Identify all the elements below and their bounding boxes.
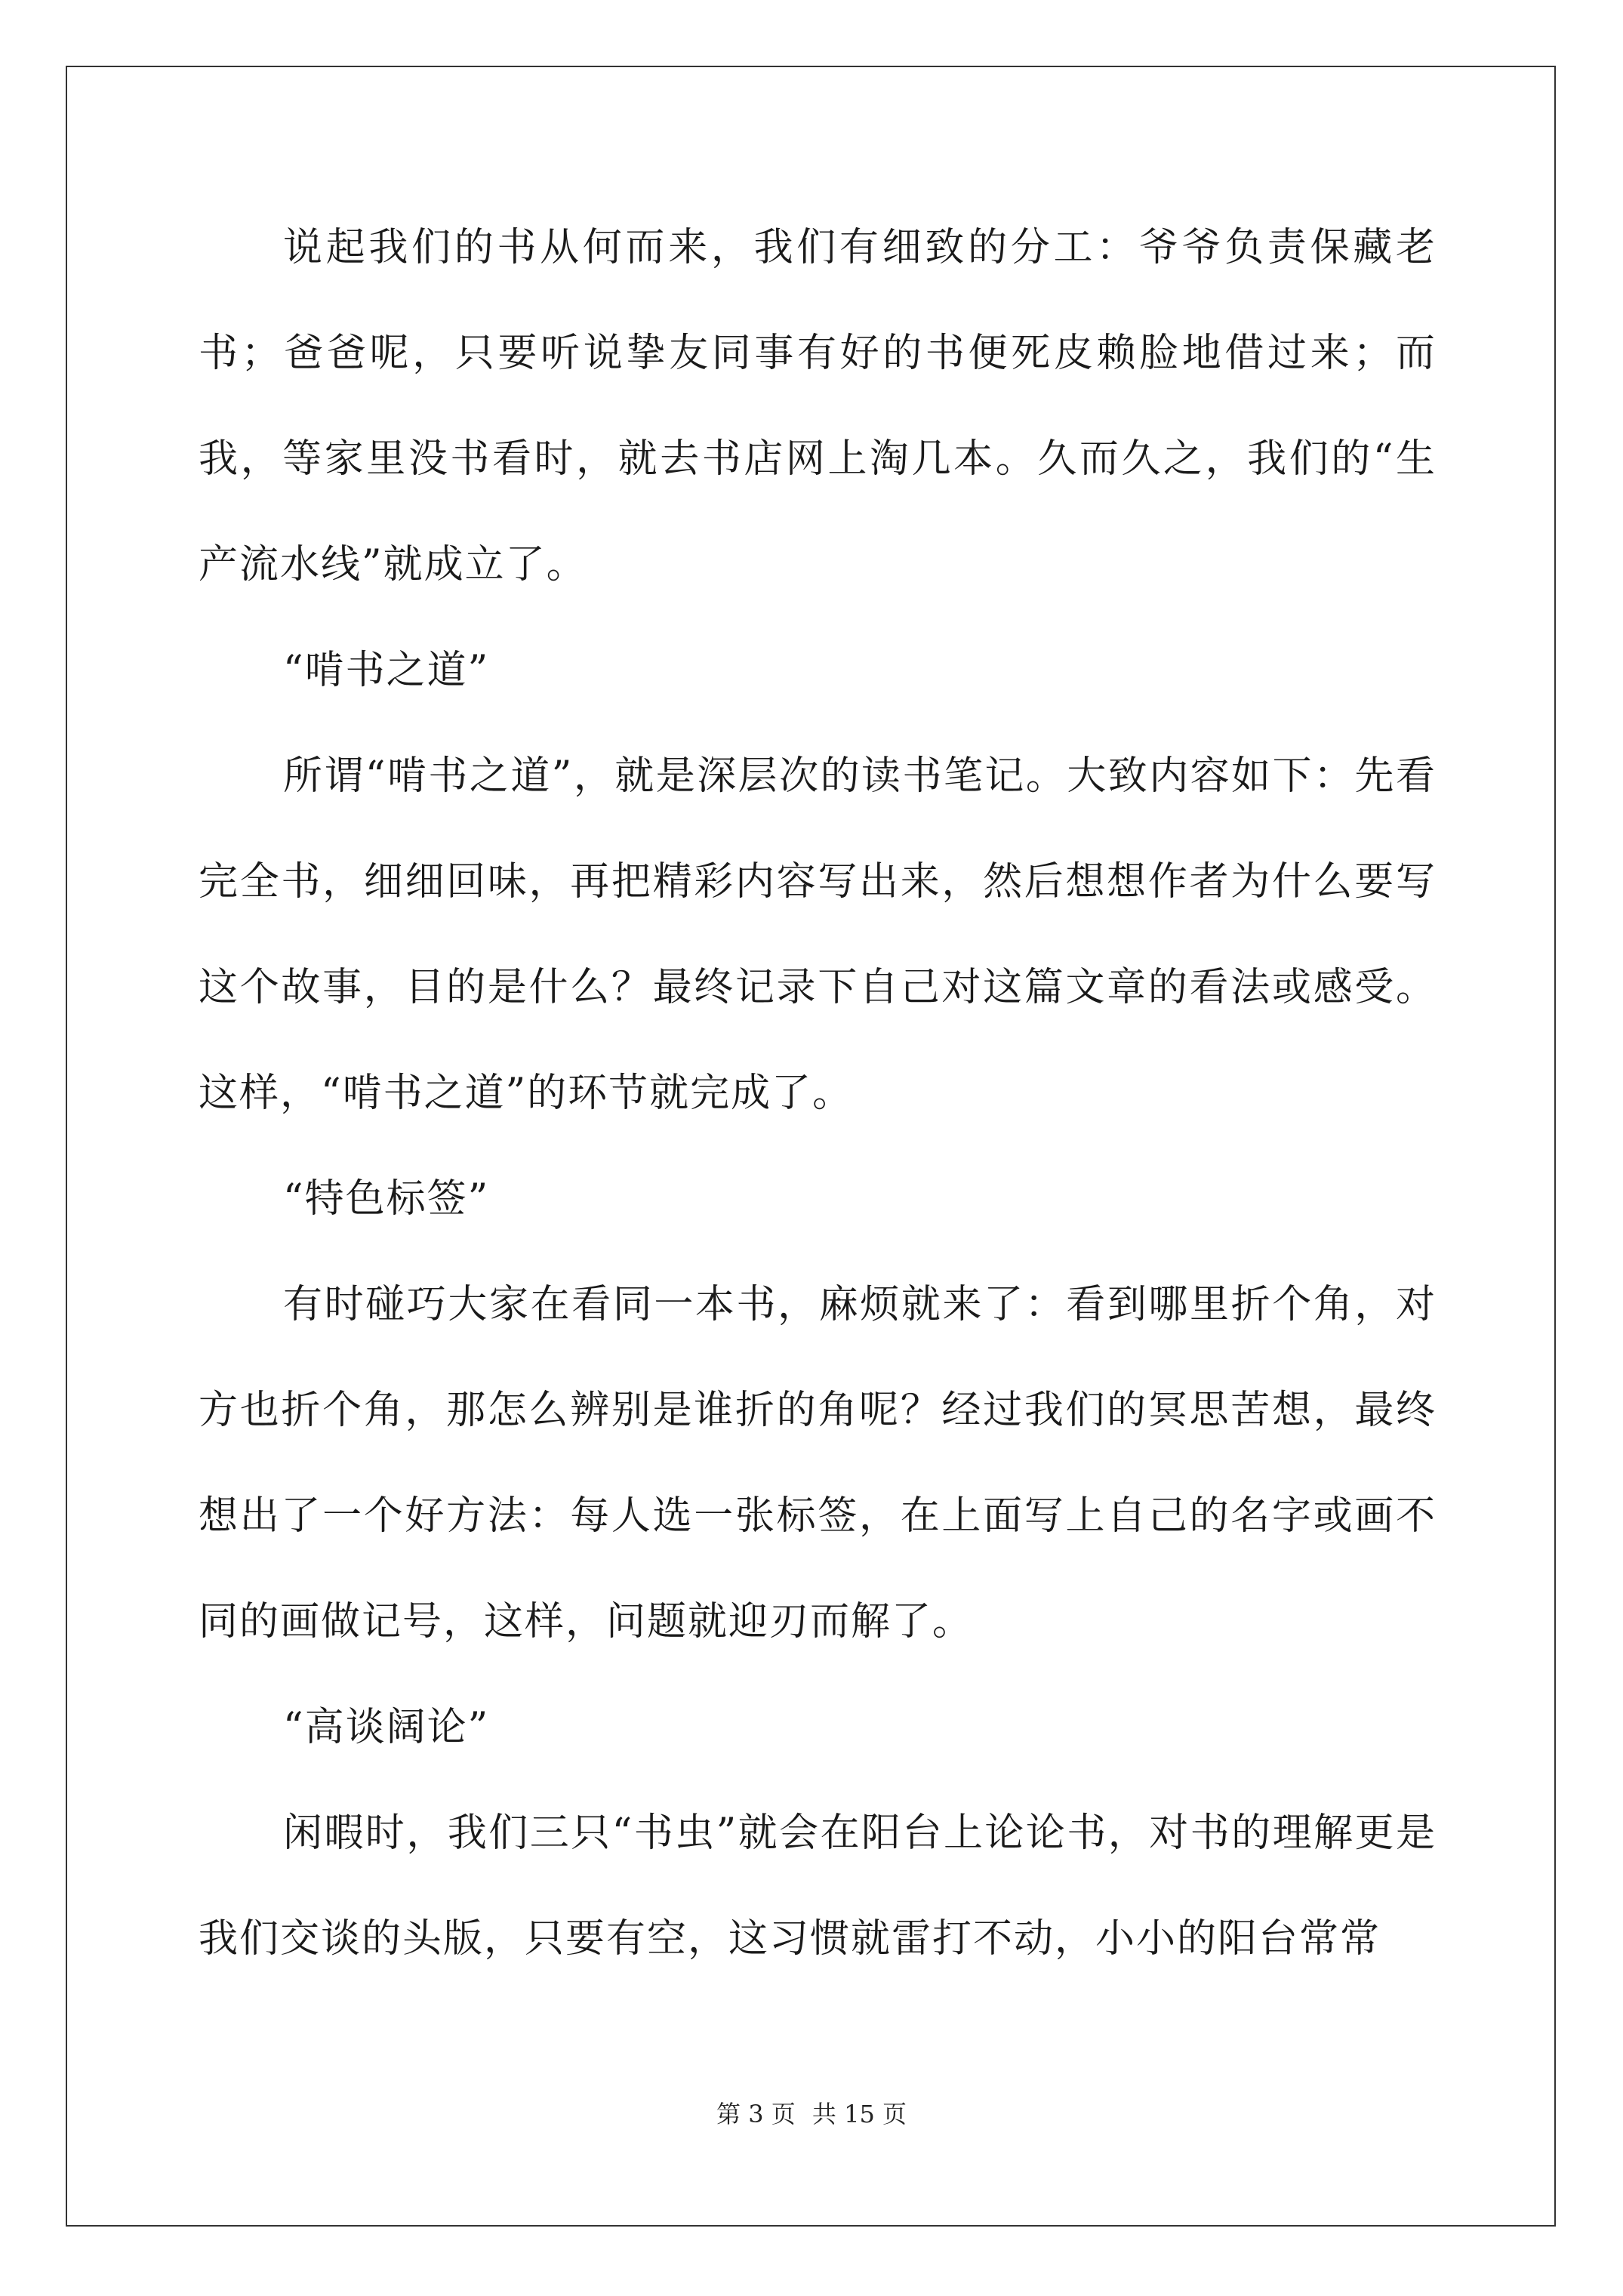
paragraph-labels: 有时碰巧大家在看同一本书，麻烦就来了：看到哪里折个角，对方也折个角，那怎么辨别是谁折的角呢？经过我们的冥思苦想，最终想出了一个好方法：每人选一张标签，在上面写上自己的名字或画不同的画做记号，这样，问题就迎刃而解了。 (199, 1282, 1437, 1644)
page-number: 第 3 页 (716, 2100, 796, 2128)
document-body (199, 195, 1437, 1992)
paragraph-discussion: 闲暇时，我们三只“书虫”就会在阳台上论论书，对书的理解更是我们交谈的头版，只要有空，这习惯就雷打不动，小小的阳台常常 (199, 1811, 1437, 1962)
section-heading-discussion: “高谈阔论” (283, 1705, 490, 1750)
paragraph-sources: 说起我们的书从何而来，我们有细致的分工：爷爷负责保藏老书；爸爸呢，只要听说挚友同事有好的书便死皮赖脸地借过来；而我，等家里没书看时，就去书店网上淘几本。久而久之，我们的“生产流水线”就成立了。 (199, 225, 1437, 587)
page-total: 共 15 页 (812, 2100, 907, 2128)
page-footer (0, 2095, 1623, 2130)
section-heading-kenshu: “啃书之道” (283, 648, 490, 693)
paragraph-kenshu: 所谓“啃书之道”，就是深层次的读书笔记。大致内容如下：先看完全书，细细回味，再把精彩内容写出来，然后想想作者为什么要写这个故事，目的是什么？最终记录下自己对这篇文章的看法或感受。这样，“啃书之道”的环节就完成了。 (199, 754, 1437, 1116)
section-heading-labels: “特色标签” (283, 1176, 490, 1222)
